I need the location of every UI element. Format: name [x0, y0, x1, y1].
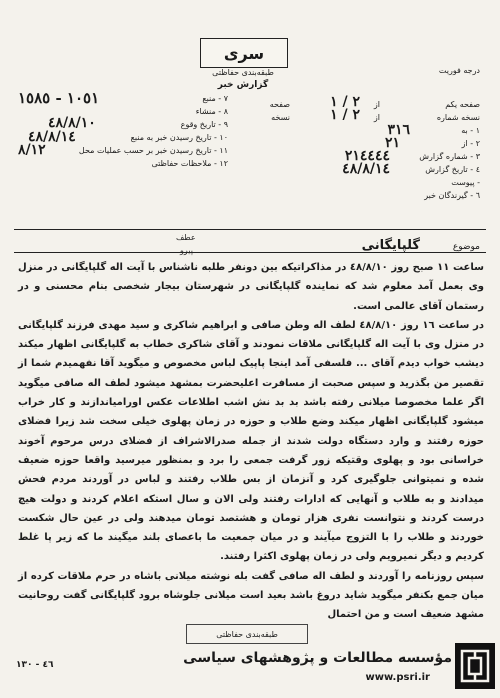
report-title: گزارش خبر: [217, 80, 269, 90]
copy-label: نسخه شماره: [436, 113, 480, 122]
reporters-label: ٦ - گیرندگان خبر: [424, 191, 480, 200]
date-received-value: ٤٨/٨/١٤: [28, 129, 76, 145]
form-row-date-received: [18, 129, 228, 146]
date-ops-value: ٨/١٢: [18, 142, 46, 158]
page-count: صفحه: [269, 100, 290, 109]
subject-value: گلپایگانی: [361, 238, 420, 253]
source-label: ٧ - منبع: [202, 94, 228, 103]
date-ops-label: ١١ - تاریخ رسیدن خبر بر حسب عملیات محل: [78, 146, 228, 155]
priority-label: درجه فوریت: [438, 66, 480, 75]
body-paragraph: سپس روزنامه را آوردند و لطف اله صافی گفت بله نوشته میلانی باشاه در حرم ملاقات کرده از میان جمع بکنفر میگوید شاید دروغ باشد بعید است میلانی جلوشاه برود گلپایگانی گفت روحانیت مشهد ضعیف است و من احتمال: [18, 570, 484, 621]
date-received-label: ١٠ - تاریخ رسیدن خبر به منبع: [130, 133, 228, 142]
from-value: ٢١: [384, 135, 400, 151]
form-left: [18, 89, 228, 172]
copy-count: نسخه: [271, 113, 290, 122]
classification-text: سری: [223, 43, 265, 63]
form-right: [225, 94, 480, 204]
body-paragraph: ساعت ١١ صبح روز ٤٨/٨/١٠ در مذاکراتیکه بین دونفر طلبه ناشناس با آیت اله گلپایگانی در منزل وی بعمل آمد معلوم شد که نماینده گلپایگانی در شهرستان بیجار شخصی بنام محسنی و در رستمان آقای عالمی است.: [18, 262, 484, 312]
form-row-copy: [225, 107, 480, 126]
reference-line-1: عطف: [176, 233, 196, 242]
divider-subject: [14, 252, 486, 253]
form-row-date-ops: [18, 142, 228, 159]
date-event-label: ٩ - تاریخ وقوع: [180, 120, 228, 129]
form-row-to: [225, 122, 480, 139]
copy-handwritten: ٢ / ١: [330, 107, 360, 123]
form-row-source: [18, 89, 228, 107]
to-label: ١ - به: [461, 126, 480, 135]
institute-watermark: مؤسسه مطالعات و پژوهشهای سیاسی: [183, 650, 452, 666]
classification-subtitle: طبقه‌بندی حفاظتی: [212, 68, 274, 77]
copy-of: از: [373, 113, 380, 122]
form-row-report-date: [225, 161, 480, 178]
report-no-value: ٢١٤٤٤٤: [344, 148, 390, 164]
notes-label: ١٢ - ملاحظات حفاظتی: [151, 159, 228, 168]
page-label: صفحه یکم: [445, 100, 480, 109]
page-of: از: [373, 100, 380, 109]
from-label: ٢ - از: [461, 139, 480, 148]
source-value: ١٠٥١ - ١٥٨٥: [18, 89, 100, 107]
body-paragraph: در ساعت ١٦ روز ٤٨/٨/١٠ لطف اله وطن صافی و ابراهیم شاکری و سید مهدی فرزند گلپایگانی در منزل وی با آیت اله گلپایگانی ملاقات نمودند و آقای شاکری خطاب به گلپایگانی اظهار میکند دیشب خواب دیدم آقای ... فلسفی آمد اینجا پاپیک لباس مخصوص و میگوید آقا نفهمیدم شما از تقصیر من بگذرید و سپس صحبت از مسافرت اعلیحضرت بمشهد میشود لطف اله صافی میگوید اگر علما مخصوصا میلانی رفته باشد بد بد نش اشب اطلاعات عکس اورامیاندازند و کار خراب میشود گلپایگانی اظهار میکند وضع طلاب و حوزه در زمان پهلوی خیلی سخت شد زیرا فضلای حوزه رفتند و وارد دستگاه دولت شدند از جمله صدرالاشراف از فضلای درس مرحوم آخوند خراسانی بود و پهلوی وقتیکه زور گرفت جمعی را برد و بمنظور میرسید واقعا حوزه ضعیف شده و نمیتوانی جلوگیری کرد و آنزمان از بس طلاب رفتند و لباس در آوردند مردم فحش میدادند و به طلاب و آنهایی که ادارات رفتند ولی الان و سال استکه اعلام کردند و دولت هیچ درست کردند و نتوانست نفری هزار تومان و هشتصد تومان میدهند ولی در عین حال شکست خوردند و طلاب را با التزوج میآیند و در میان جمعیت ما باعصای بلند میگیند ما که زیر پا غلط کردیم و دیگر نمیرویم ولی در زمان پهلوی اکثرا رفتند.: [18, 319, 484, 563]
reference-line-2: پیرو: [180, 246, 193, 255]
attachment-label: - پیوست: [451, 178, 480, 187]
form-row-reporters: [225, 191, 480, 204]
classification-stamp: [200, 38, 288, 68]
form-row-attachment: [225, 178, 480, 191]
report-body: [18, 258, 484, 625]
footer-classification-stamp: طبقه‌بندی حفاظتی: [186, 624, 308, 644]
subject-line: [362, 238, 480, 253]
report-date-value: ٤٨/٨/١٤: [342, 161, 390, 177]
report-no-label: ٣ - شماره گزارش: [419, 152, 480, 161]
page-number: ٤٦ - ١٣٠: [16, 660, 54, 670]
form-row-notes: [18, 159, 228, 172]
subject-label: موضوع: [452, 242, 480, 252]
divider-top: [14, 229, 486, 230]
to-value: ٣١٦: [387, 122, 410, 138]
origin-label: ٨ - منشاء: [195, 107, 228, 116]
website-watermark: www.psri.ir: [365, 672, 430, 683]
report-date-label: ٤ - تاریخ گزارش: [425, 165, 480, 174]
page-handwritten: ٢ / ١: [330, 94, 360, 110]
psri-logo-icon: [455, 643, 495, 689]
date-event-value: ٤٨/٨/١٠: [48, 115, 96, 131]
